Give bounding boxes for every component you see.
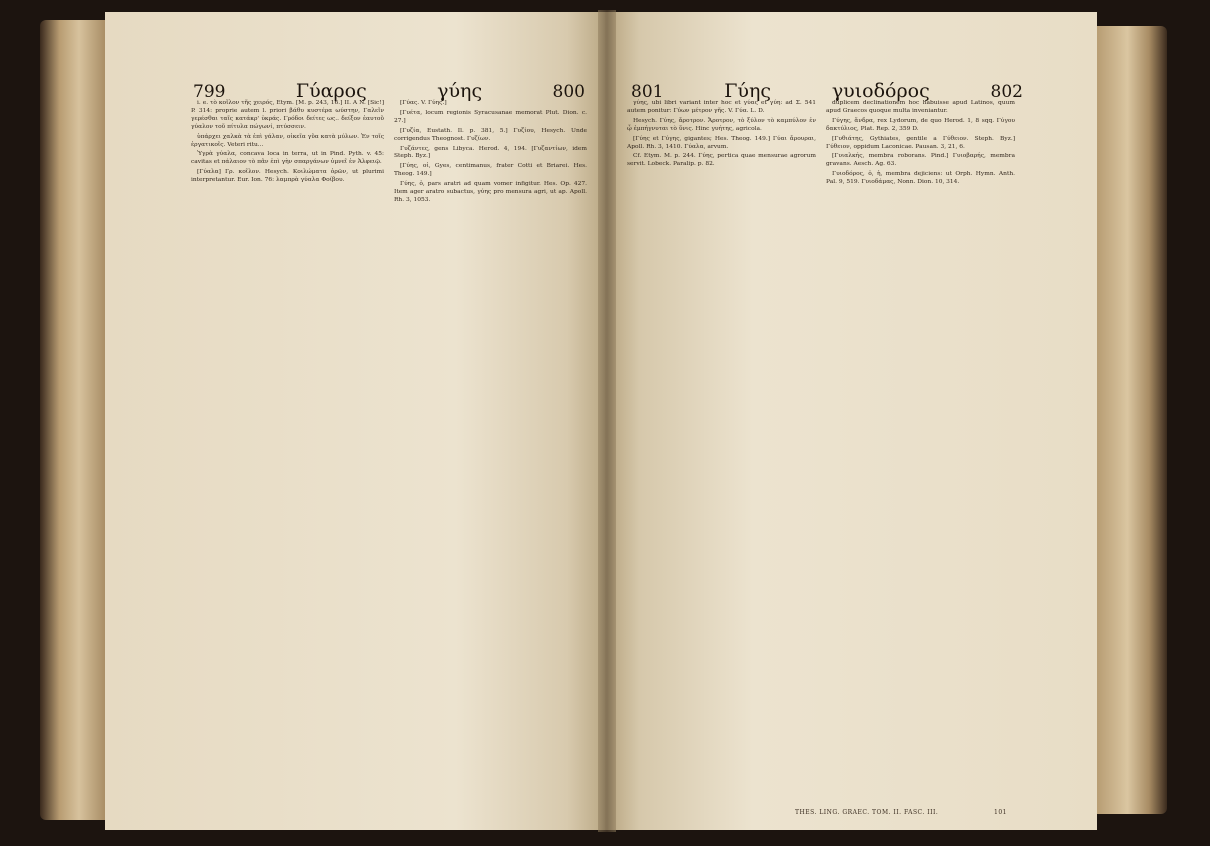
right-column-1 bbox=[627, 100, 816, 189]
paragraph: Cf. Etym. M. p. 244. Γύης, pertica quae mensurae agrorum servit. Lobeck. Paralip. p. 82. bbox=[627, 153, 816, 168]
left-page-number-a: 799 bbox=[193, 82, 226, 102]
left-page bbox=[105, 12, 607, 830]
paragraph: ὑπάρχει χαλκὰ τὰ ἐπὶ γάλαν, οἰκεῖα γῦα κατὰ μύλων. Ἐν τοῖς ἐργατικοῖς. Veteri ritu... bbox=[191, 133, 384, 148]
paragraph: γύης, ubi libri variant inter hoc et γύας et γύη: ad Σ. 541 autem ponitur: Γύων μέτρον γῆς. V. Γύα. L. D. bbox=[627, 100, 816, 114]
paragraph: Γύης, ὁ, pars aratri ad quam vomer infigitur. Hes. Op. 427. Item ager aratro subactus, γύης pro mensura agri, ut ap. Apoll. Rh. 3, 1053. bbox=[394, 181, 587, 203]
paragraph: [Γύας. V. Γύης.] bbox=[400, 100, 447, 106]
book-gutter bbox=[598, 10, 616, 832]
signature-number: 101 bbox=[994, 809, 1007, 816]
left-running-head bbox=[193, 80, 585, 102]
right-headword-a: Γύης bbox=[724, 80, 772, 102]
left-page-number-b: 800 bbox=[552, 82, 585, 102]
paragraph: [Γυιαλκής, membra roborans. Pind.] Γυιοβαρής, membra gravans. Aesch. Ag. 63. bbox=[826, 153, 1015, 168]
right-columns bbox=[627, 100, 1015, 189]
paragraph: [Γύης et Γύγης, gigantes; Hes. Theog. 149.] Γύαι ἄρουραι, Apoll. Rh. 3, 1410. Γύαλα, arvum. bbox=[627, 135, 816, 150]
left-page-edges bbox=[40, 20, 105, 820]
right-page-number-b: 802 bbox=[990, 82, 1023, 102]
right-headword-b: γυιοδόρος bbox=[831, 80, 930, 102]
paragraph: duplicem declinationem hoc habuisse apud Latinos, quum apud Graecos quoque multa inveniantur. bbox=[826, 100, 1015, 114]
paragraph: [Γυέτα, locum regionis Syracusanae memorat Plut. Dion. c. 27.] bbox=[394, 109, 587, 124]
paragraph: Γυιοδόρος, ὁ, ἡ, membra dejiciens: ut Orph. Hymn. Anth. Pal. 9, 519. Γυιοδάμας, Nonn. Dion. 10, 314. bbox=[826, 171, 1015, 186]
right-page bbox=[605, 12, 1097, 830]
left-column-1 bbox=[191, 100, 384, 207]
paragraph: i. e. τὸ κοῖλον τῆς χειρός, Etym. [M. p. 243, 16.] II. A N. [Sic!] P. 314: proprie autem l. priori βάθυ κυστέρα ωύστην, Γαλεῖν γερέσθαι ταῖς κατάκρ' ὑκράς. Γρόδοι δείτες ως.. δείξον ἑαυτοῦ γύαλον τοῦ πίτυλα πώγωνί, πτύσσειν. bbox=[191, 100, 384, 130]
right-page-footer bbox=[605, 809, 1097, 816]
right-page-number-a: 801 bbox=[631, 82, 664, 102]
paragraph: Hesych. Γύης, ἄροτρον. Ἄροτρον, τὸ ξύλον τὸ καμπύλον ἐν ᾧ ἐμπήγνυται τὸ ὕνις. Hinc γυήτης, agricola. bbox=[627, 117, 816, 132]
left-column-2 bbox=[394, 100, 587, 207]
right-page-edges bbox=[1095, 26, 1167, 814]
paragraph: Γυζάντες, gens Libyca. Herod. 4, 194. [Γυζαντίων, idem Steph. Byz.] bbox=[394, 145, 587, 160]
paragraph: [Γυζία, Eustath. Il. p. 381, 5.] Γυζίου, Hesych. Unde corrigendus Theognost. Γυζίων. bbox=[394, 127, 587, 142]
right-column-2 bbox=[826, 100, 1015, 189]
left-headword-a: Γύαρος bbox=[295, 80, 367, 102]
signature-line: THES. LING. GRAEC. TOM. II. FASC. III. bbox=[795, 809, 939, 816]
paragraph: Ὑγρὰ γύαλα, concava loca in terra, ut in Pind. Pyth. v. 45: cavitas et πάλαιον τὸ πᾶν ἐπὶ γὴν σπαργάνων ὑμνεῖ ἐν Ἀλφειῷ. bbox=[191, 151, 384, 166]
paragraph: [Γύης, οἱ, Gyes, centimanus, frater Cotti et Briarei. Hes. Theog. 149.] bbox=[394, 163, 587, 178]
paragraph: [Γύαλα] Γρ. κοῖλον. Hesych. Κοιλώματα ὀρῶν, ut plurimi interpretantur. Eur. Ion. 76: λαμπρὰ γύαλα Φοίβου. bbox=[191, 169, 384, 184]
left-headword-b: γύης bbox=[437, 80, 483, 102]
left-columns bbox=[191, 100, 587, 207]
paragraph: [Γυθιάτης, Gythiates, gentile a Γύθειον. Steph. Byz.] Γύθειον, oppidum Laconicae. Pausan. 3, 21, 6. bbox=[826, 135, 1015, 150]
right-running-head bbox=[631, 80, 1023, 102]
paragraph: Γύγης, ἄνδρα, rex Lydorum, de quo Herod. 1, 8 sqq. Γύγου δακτύλιος, Plat. Rep. 2, 359 D. bbox=[826, 117, 1015, 132]
